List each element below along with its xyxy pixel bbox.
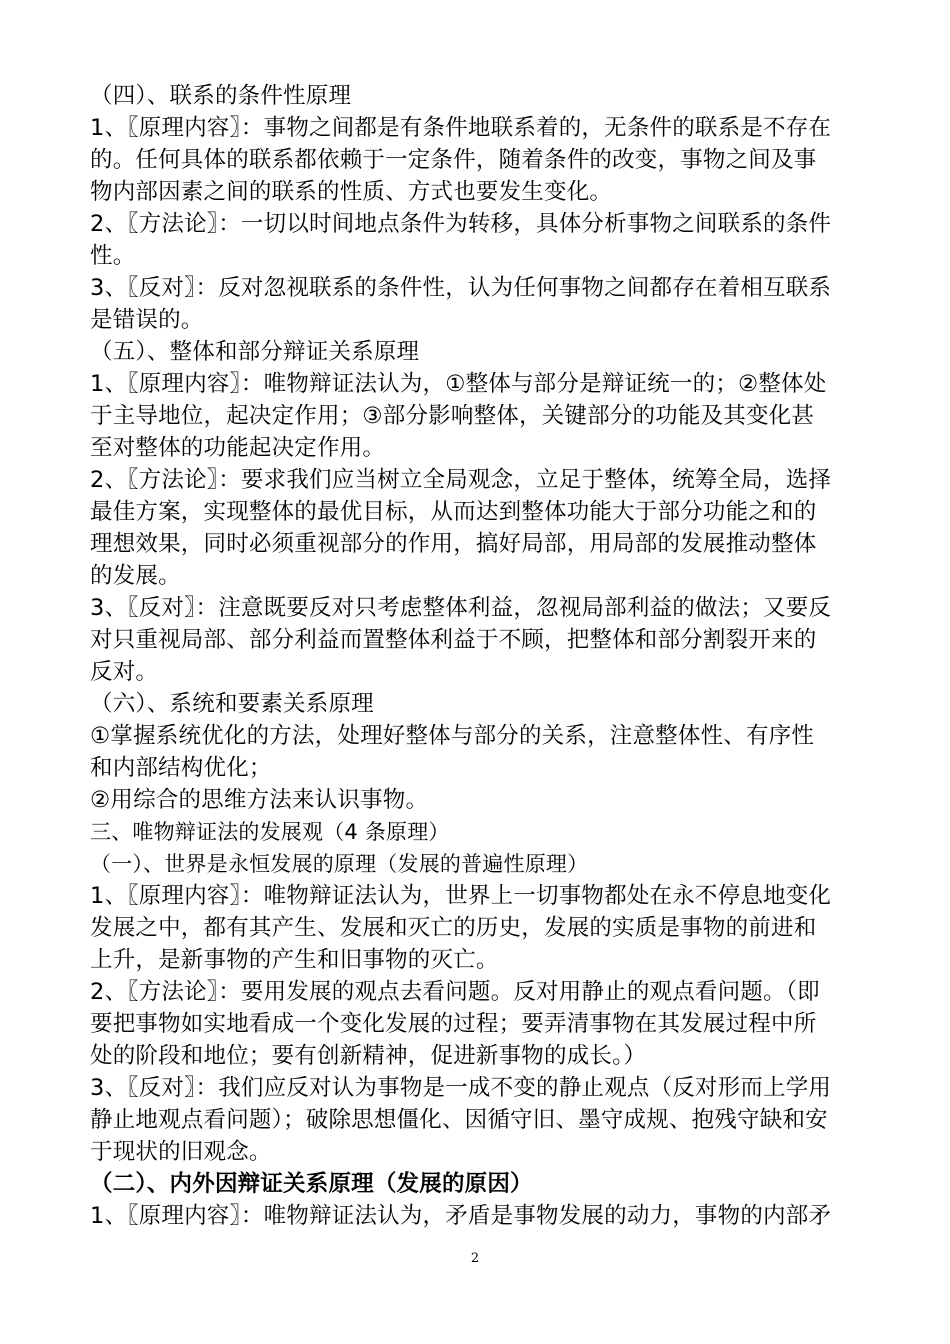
paragraph-line: 1、〖原理内容〗：事物之间都是有条件地联系着的，无条件的联系是不存在 xyxy=(90,115,832,141)
paragraph-line: 于主导地位，起决定作用；③部分影响整体，关键部分的功能及其变化甚 xyxy=(90,403,815,429)
paragraph-line: 的。任何具体的联系都依赖于一定条件，随着条件的改变，事物之间及事 xyxy=(90,147,817,173)
paragraph-line: 上升，是新事物的产生和旧事物的灭亡。 xyxy=(90,947,499,973)
paragraph-line: 最佳方案，实现整体的最优目标，从而达到整体功能大于部分功能之和的 xyxy=(90,499,817,525)
paragraph-line: 2、〖方法论〗：要求我们应当树立全局观念，立足于整体，统筹全局，选择 xyxy=(90,467,832,493)
paragraph-line: 2、〖方法论〗：一切以时间地点条件为转移，具体分析事物之间联系的条件 xyxy=(90,211,832,237)
paragraph-line: 是错误的。 xyxy=(90,307,204,333)
section-heading-development: 三、唯物辩证法的发展观（4 条原理） xyxy=(90,820,450,844)
heading-4-condition: （四）、联系的条件性原理 xyxy=(90,83,352,109)
paragraph-line: 要把事物如实地看成一个变化发展的过程；要弄清事物在其发展过程中所 xyxy=(90,1011,817,1037)
document-body xyxy=(90,80,862,1232)
paragraph-line: 物内部因素之间的联系的性质、方式也要发生变化。 xyxy=(90,179,613,205)
paragraph-line: 于现状的旧观念。 xyxy=(90,1139,272,1165)
heading-1-eternal-development: （一）、世界是永恒发展的原理（发展的普遍性原理） xyxy=(90,852,589,876)
paragraph-line: 处的阶段和地位；要有创新精神，促进新事物的成长。） xyxy=(90,1043,647,1069)
paragraph-line: 反对。 xyxy=(90,659,159,685)
paragraph-line: 1、〖原理内容〗：唯物辩证法认为，矛盾是事物发展的动力，事物的内部矛 xyxy=(90,1203,832,1229)
paragraph-line: 1、〖原理内容〗：唯物辩证法认为，世界上一切事物都处在永不停息地变化 xyxy=(90,883,832,909)
paragraph-line: 3、〖反对〗：我们应反对认为事物是一成不变的静止观点（反对形而上学用 xyxy=(90,1075,832,1101)
paragraph-line: ②用综合的思维方法来认识事物。 xyxy=(90,787,429,813)
paragraph-line: 3、〖反对〗：注意既要反对只考虑整体利益，忽视局部利益的做法；又要反 xyxy=(90,595,832,621)
paragraph-line: 3、〖反对〗：反对忽视联系的条件性，认为任何事物之间都存在着相互联系 xyxy=(90,275,832,301)
heading-6-system: （六）、系统和要素关系原理 xyxy=(90,691,374,717)
paragraph-line: 的发展。 xyxy=(90,563,181,589)
paragraph-line: 至对整体的功能起决定作用。 xyxy=(90,435,386,461)
page-number: 2 xyxy=(470,1251,480,1266)
paragraph-line: 1、〖原理内容〗：唯物辩证法认为，①整体与部分是辩证统一的；②整体处 xyxy=(90,371,827,397)
paragraph-line: 对只重视局部、部分利益而置整体利益于不顾，把整体和部分割裂开来的 xyxy=(90,627,817,653)
paragraph-line: ①掌握系统优化的方法，处理好整体与部分的关系，注意整体性、有序性 xyxy=(90,723,815,749)
paragraph-line: 理想效果，同时必须重视部分的作用，搞好局部，用局部的发展推动整体 xyxy=(90,531,817,557)
paragraph-line: 性。 xyxy=(90,243,136,269)
heading-2-internal-external: （二）、内外因辩证关系原理（发展的原因） xyxy=(90,1171,533,1197)
heading-5-whole-part: （五）、整体和部分辩证关系原理 xyxy=(90,339,420,365)
paragraph-line: 和内部结构优化； xyxy=(90,755,272,781)
paragraph-line: 发展之中，都有其产生、发展和灭亡的历史，发展的实质是事物的前进和 xyxy=(90,915,817,941)
paragraph-line: 静止地观点看问题）；破除思想僵化、因循守旧、墨守成规、抱残守缺和安 xyxy=(90,1107,828,1133)
paragraph-line: 2、〖方法论〗：要用发展的观点去看问题。反对用静止的观点看问题。（即 xyxy=(90,979,820,1005)
